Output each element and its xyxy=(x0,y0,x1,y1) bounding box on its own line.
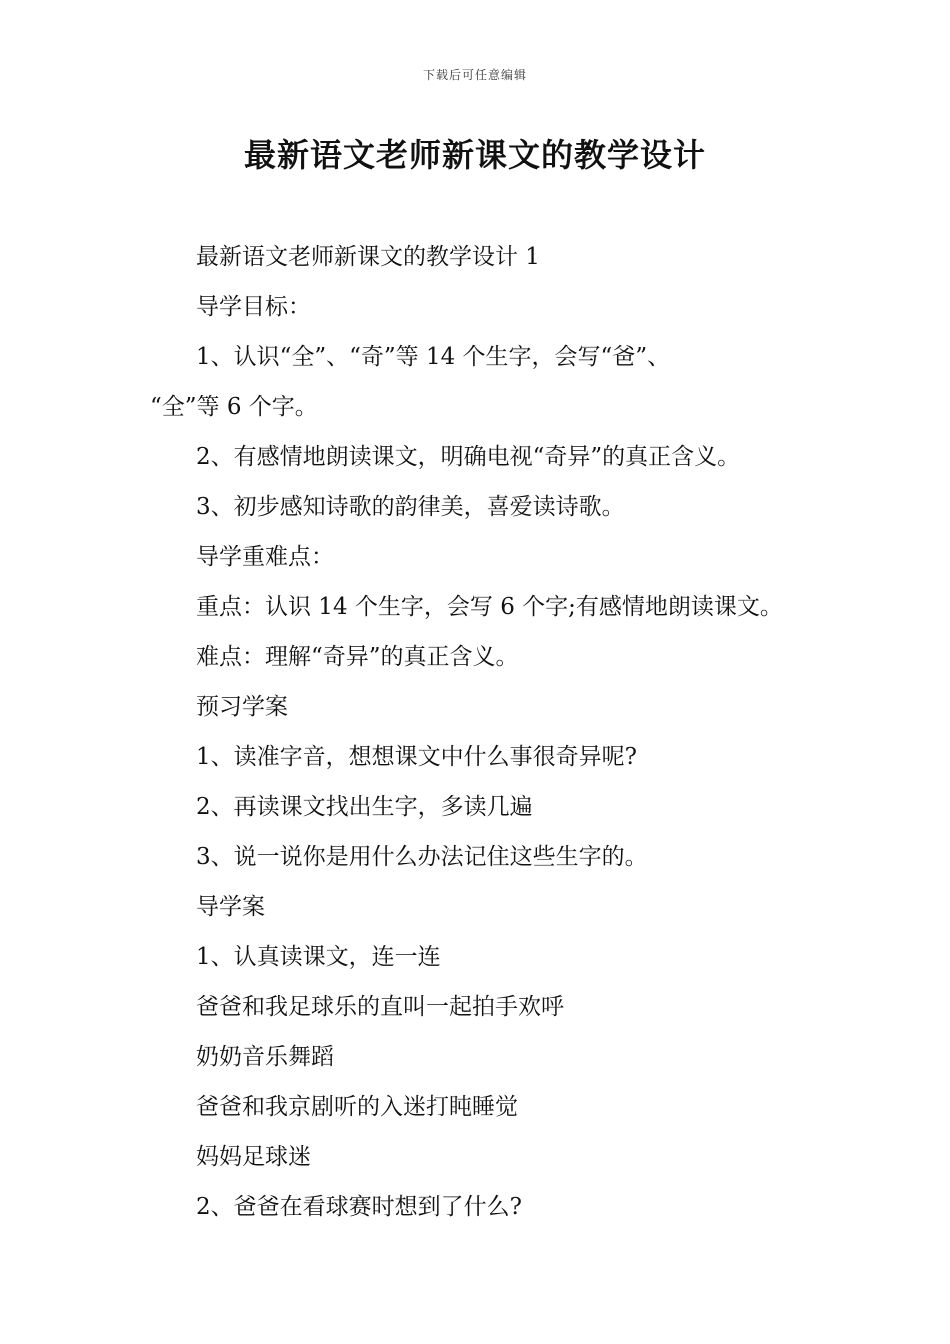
paragraph: 导学案 xyxy=(196,894,265,920)
document-body xyxy=(150,232,830,1232)
paragraph: 3、说一说你是用什么办法记住这些生字的。 xyxy=(196,844,648,870)
header-note: 下载后可任意编辑 xyxy=(422,68,527,82)
paragraph: 2、爸爸在看球赛时想到了什么? xyxy=(196,1194,522,1220)
paragraph: 难点：理解“奇异”的真正含义。 xyxy=(196,644,519,670)
paragraph: “全”等 6 个字。 xyxy=(150,394,318,420)
paragraph: 爸爸和我京剧听的入迷打盹睡觉 xyxy=(196,1094,518,1120)
paragraph: 爸爸和我足球乐的直叫一起拍手欢呼 xyxy=(196,994,564,1020)
paragraph: 重点：认识 14 个生字，会写 6 个字;有感情地朗读课文。 xyxy=(196,594,783,620)
paragraph: 妈妈足球迷 xyxy=(196,1144,311,1170)
document-title: 最新语文老师新课文的教学设计 xyxy=(243,136,706,174)
paragraph: 导学目标： xyxy=(196,294,311,320)
paragraph: 1、读准字音，想想课文中什么事很奇异呢? xyxy=(196,744,637,770)
paragraph: 预习学案 xyxy=(196,694,288,720)
paragraph: 1、认识“全”、“奇”等 14 个生字，会写“爸”、 xyxy=(196,344,671,370)
paragraph: 最新语文老师新课文的教学设计 1 xyxy=(196,244,540,270)
paragraph: 奶奶音乐舞蹈 xyxy=(196,1044,334,1070)
paragraph: 2、有感情地朗读课文，明确电视“奇异”的真正含义。 xyxy=(196,444,741,470)
paragraph: 3、初步感知诗歌的韵律美，喜爱读诗歌。 xyxy=(196,494,625,520)
paragraph: 2、再读课文找出生字，多读几遍 xyxy=(196,794,533,820)
paragraph: 1、认真读课文，连一连 xyxy=(196,944,441,970)
paragraph: 导学重难点： xyxy=(196,544,334,570)
